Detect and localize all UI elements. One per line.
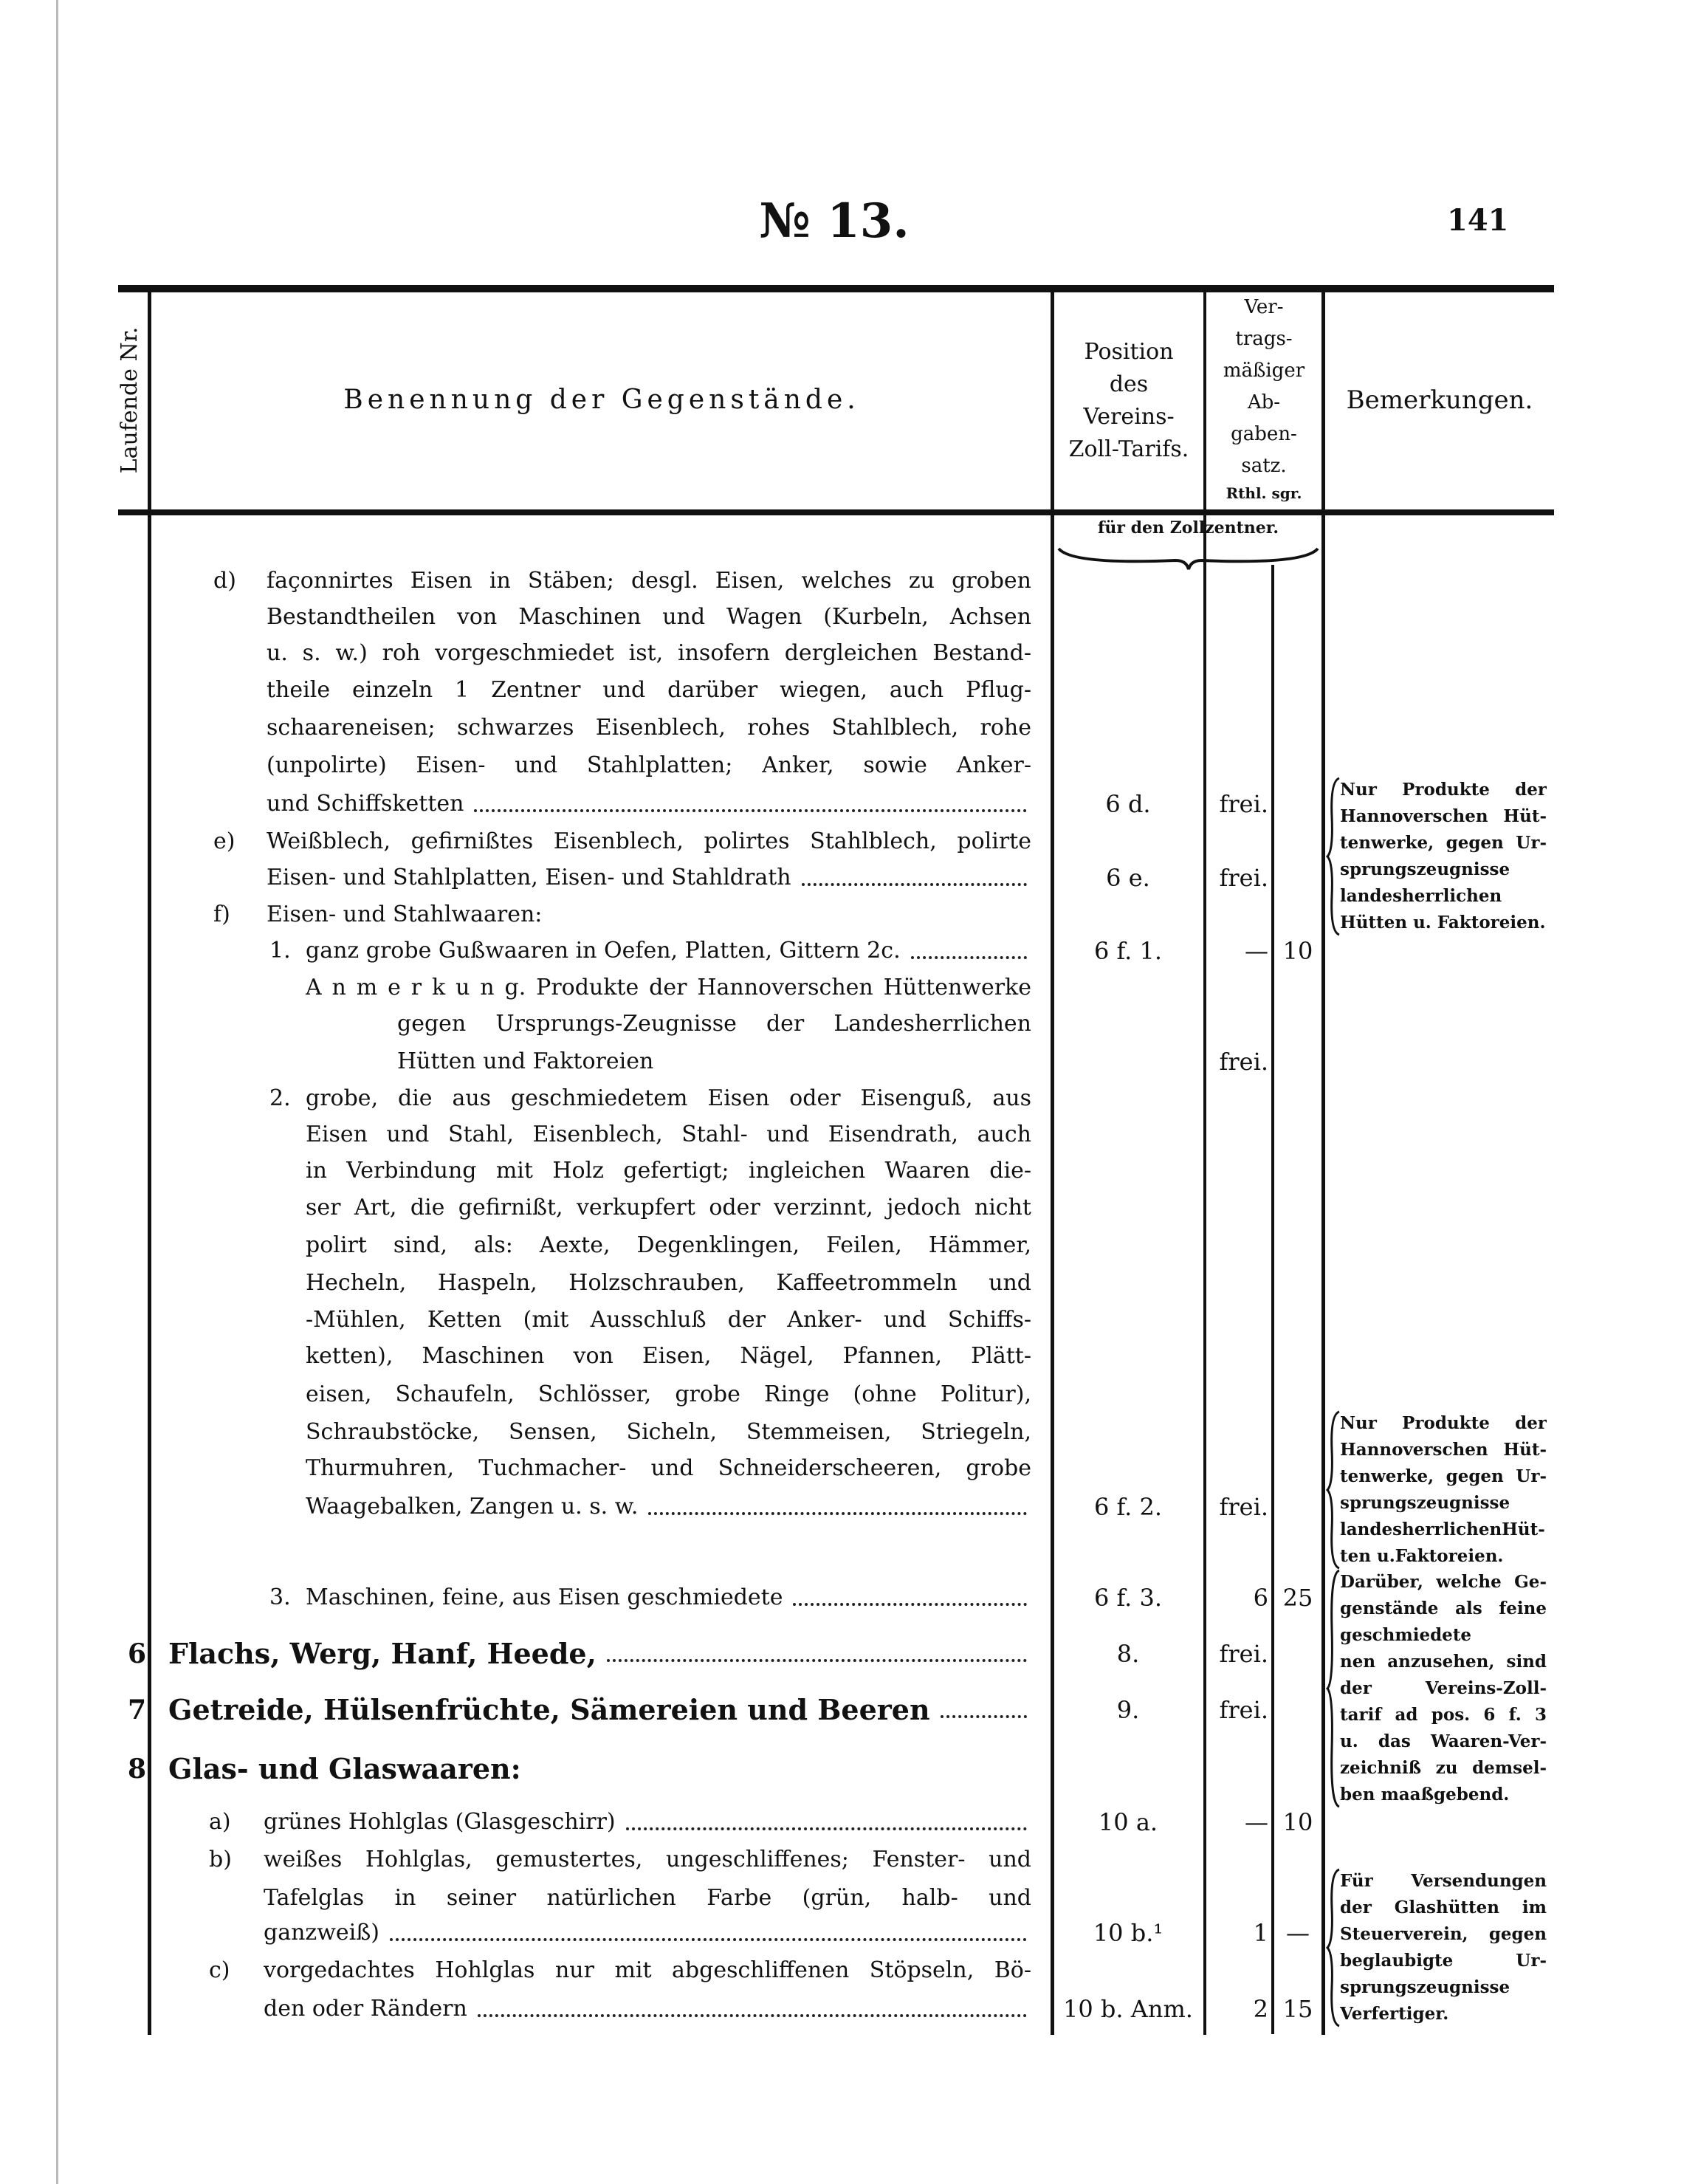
tariff-position: 10 a.: [1098, 1808, 1158, 1836]
tariff-position: 10 b. Anm.: [1063, 1995, 1193, 2023]
remark: [1340, 1868, 1547, 2027]
item-label: a): [209, 1809, 231, 1835]
item-description-line: [267, 635, 1031, 672]
remark-line: sprungszeugnisse: [1340, 1977, 1510, 1997]
item-description-line: [267, 563, 1031, 600]
item-text: gegen Ursprungs-Zeugnisse der Landesherrlichen: [397, 1011, 1031, 1037]
header-position-line: Zoll-Tarifs.: [1068, 436, 1189, 462]
item-text: theile einzeln 1 Zentner und darüber wiegen, auch Pflug-: [267, 677, 1031, 703]
item-text: grobe, die aus geschmiedetem Eisen oder Eisenguß, aus: [306, 1085, 1031, 1111]
remark-line: landesherrlichen: [1340, 886, 1502, 906]
header-rate-line: mäßiger: [1223, 360, 1305, 382]
item-label: b): [209, 1847, 232, 1872]
item-text: ser Art, die gefirnißt, verkupfert oder verzinnt, jedoch nicht: [306, 1195, 1031, 1220]
item-text: -Mühlen, Ketten (mit Ausschluß der Anker- und Schiffs-: [306, 1307, 1031, 1333]
remark: [1340, 777, 1547, 936]
per-unit-brace: [1057, 543, 1319, 572]
item-label: 2.: [269, 1085, 291, 1111]
header-benennung: Benennung der Gegenstände.: [343, 385, 860, 415]
remark-line: Darüber, welche Ge-: [1340, 1572, 1547, 1592]
item-description-line: [267, 823, 1031, 860]
top-rule: [118, 285, 1554, 292]
header-rate-line: trags-: [1235, 328, 1293, 350]
item-text: Bestandtheilen von Maschinen und Wagen (Kurbeln, Achsen: [267, 604, 1031, 630]
laufende-nr: 6: [127, 1638, 146, 1669]
dot-leader: [607, 1644, 1027, 1662]
header-rate-line: Ver-: [1244, 296, 1284, 318]
header-position: [1054, 336, 1203, 466]
remark-line: zeichniß zu demsel-: [1340, 1758, 1547, 1778]
item-text: den oder Rändern: [264, 1996, 467, 2022]
col-line-position: [1051, 292, 1054, 2035]
header-rate-line: Ab-: [1247, 391, 1281, 413]
item-text: weißes Hohlglas, gemustertes, ungeschliffenes; Fenster- und: [264, 1847, 1031, 1872]
remark-line: Verfertiger.: [1340, 2004, 1449, 2024]
item-description-line: [306, 933, 1031, 969]
item-label: e): [213, 828, 236, 854]
header-position-line: des: [1109, 371, 1149, 397]
item-text: eisen, Schaufeln, Schlösser, grobe Ringe (ohne Politur),: [306, 1381, 1031, 1407]
item-description-line: [168, 1635, 1031, 1672]
dot-leader: [941, 1700, 1027, 1718]
brace-icon: [1324, 1569, 1342, 1808]
rate-sgr: 10: [1282, 937, 1313, 965]
rate-rthl: frei.: [1219, 1493, 1268, 1521]
item-description-line: [306, 1579, 1031, 1616]
dot-leader: [474, 794, 1027, 812]
item-text: und Schiffsketten: [267, 791, 464, 817]
item-text: (unpolirte) Eisen- und Stahlplatten; Anker, sowie Anker-: [267, 752, 1031, 778]
rate-rthl: frei.: [1219, 790, 1268, 818]
col-line-sgr: [1271, 565, 1274, 2034]
remark: [1340, 1569, 1547, 1808]
dot-leader: [648, 1497, 1027, 1515]
remark-line: tenwerke, gegen Ur-: [1340, 1466, 1547, 1486]
item-text: Flachs, Werg, Hanf, Heede,: [168, 1637, 597, 1670]
tariff-position: 10 b.¹: [1093, 1919, 1163, 1947]
item-description-line: [267, 599, 1031, 636]
remark-line: Steuerverein, gegen: [1340, 1924, 1547, 1944]
item-description-line: [306, 1080, 1031, 1117]
item-description-line: [267, 896, 542, 933]
item-text: Weißblech, gefirnißtes Eisenblech, polirtes Stahlblech, polirte: [267, 828, 1031, 854]
item-description-line: [306, 1227, 1031, 1264]
item-description-line: [168, 1751, 521, 1788]
remark-line: geschmiedete: [1340, 1625, 1472, 1645]
brace-icon: [1324, 1868, 1342, 2027]
remark-line: Nur Produkte der: [1340, 1413, 1547, 1433]
item-description-line: [306, 1338, 1031, 1375]
rate-sgr: 25: [1282, 1584, 1313, 1612]
item-label: 3.: [269, 1584, 291, 1610]
item-text: grünes Hohlglas (Glasgeschirr): [264, 1809, 616, 1835]
item-text: polirt sind, als: Aexte, Degenklingen, Feilen, Hämmer,: [306, 1232, 1031, 1258]
item-description-line: [306, 1450, 1031, 1487]
item-description-line: [264, 1952, 1031, 1989]
rate-rthl: frei.: [1219, 864, 1268, 892]
remark-line: genstände als feine: [1340, 1598, 1547, 1618]
item-text: Thurmuhren, Tuchmacher- und Schneiderscheeren, grobe: [306, 1455, 1031, 1481]
rate-rthl: frei.: [1219, 1640, 1268, 1668]
item-text: Maschinen, feine, aus Eisen geschmiedete: [306, 1584, 783, 1610]
laufende-nr: 8: [127, 1754, 146, 1785]
tariff-position: 6 e.: [1106, 864, 1150, 892]
item-text: Getreide, Hülsenfrüchte, Sämereien und Beeren: [168, 1693, 930, 1726]
item-description-line: [264, 1804, 1031, 1841]
remark-line: Hannoverschen Hüt-: [1340, 806, 1547, 826]
tariff-position: 6 d.: [1105, 790, 1151, 818]
item-text: Hecheln, Haspeln, Holzschrauben, Kaffeetrommeln und: [306, 1270, 1031, 1296]
rate-rthl: frei.: [1219, 1696, 1268, 1724]
rate-rthl: 1: [1253, 1919, 1268, 1947]
remark-line: ben maaßgebend.: [1340, 1785, 1510, 1804]
remark-line: sprungszeugnisse: [1340, 1493, 1510, 1513]
dot-leader: [390, 1923, 1027, 1941]
item-description-line: [306, 1116, 1031, 1153]
header-rate-line: gaben-: [1231, 423, 1297, 445]
tariff-position: 9.: [1116, 1696, 1140, 1724]
item-text: ganzweiß): [264, 1920, 379, 1946]
remark-line: Hütten u. Faktoreien.: [1340, 913, 1546, 933]
item-text: Glas- und Glaswaaren:: [168, 1752, 521, 1785]
item-description-line: [267, 710, 1031, 746]
remark-line: tenwerke, gegen Ur-: [1340, 833, 1547, 853]
per-unit-label: für den Zollzentner.: [1097, 518, 1279, 538]
header-bottom-rule: [118, 509, 1554, 515]
item-label: f): [213, 902, 230, 927]
rate-rthl: 2: [1253, 1995, 1268, 2023]
item-description-line: [264, 1880, 1031, 1917]
remark-line: landesherrlichenHüt-: [1340, 1519, 1545, 1539]
rate-rthl: 6: [1253, 1584, 1268, 1612]
item-description-line: [306, 1302, 1031, 1339]
item-text: Eisen und Stahl, Eisenblech, Stahl- und Eisendrath, auch: [306, 1122, 1031, 1147]
remark-line: Für Versendungen: [1340, 1871, 1547, 1891]
item-label: c): [209, 1957, 230, 1983]
remark-line: u. das Waaren-Ver-: [1340, 1731, 1547, 1751]
item-text: schaareneisen; schwarzes Eisenblech, rohes Stahlblech, rohe: [267, 715, 1031, 741]
header-rate-line: satz.: [1241, 455, 1287, 477]
item-description-line: [264, 1841, 1031, 1878]
dot-leader: [626, 1813, 1027, 1830]
remark-line: der Vereins-Zoll-: [1340, 1678, 1547, 1698]
rate-sgr: 10: [1282, 1808, 1313, 1836]
item-text: in Verbindung mit Holz gefertigt; ingleichen Waaren die-: [306, 1158, 1031, 1184]
item-text: Eisen- und Stahlwaaren:: [267, 902, 543, 927]
item-description-line: [264, 1915, 1031, 1951]
item-description-line: [306, 1189, 1031, 1226]
dot-leader: [793, 1588, 1027, 1606]
dot-leader: [911, 941, 1027, 959]
item-text: u. s. w.) roh vorgeschmiedet ist, insofern dergleichen Bestand-: [267, 640, 1031, 666]
dot-leader: [802, 868, 1027, 886]
item-label: 1.: [269, 938, 291, 964]
tariff-position: 8.: [1116, 1640, 1140, 1668]
item-text: A n m e r k u n g. Produkte der Hannoverschen Hüttenwerke: [306, 975, 1031, 1000]
item-description-line: [267, 786, 1031, 823]
item-text: ganz grobe Gußwaaren in Oefen, Platten, Gittern 2c.: [306, 938, 901, 964]
header-laufende-nr: Laufende Nr.: [117, 326, 142, 474]
item-description-line: [306, 1414, 1031, 1451]
remark-line: beglaubigte Ur-: [1340, 1951, 1547, 1971]
item-description-line: [306, 1153, 1031, 1189]
rate-sgr: 15: [1282, 1995, 1313, 2023]
remark-line: tarif ad pos. 6 f. 3: [1340, 1705, 1547, 1725]
item-text: Hütten und Faktoreien: [397, 1048, 654, 1074]
item-text: Waagebalken, Zangen u. s. w.: [306, 1494, 639, 1519]
tariff-position: 6 f. 1.: [1093, 937, 1163, 965]
item-description-line: [267, 672, 1031, 709]
remark-line: ten u.Faktoreien.: [1340, 1546, 1504, 1566]
rate-rthl: frei.: [1219, 1048, 1268, 1076]
brace-icon: [1324, 777, 1342, 936]
rate-sgr: —: [1286, 1919, 1310, 1947]
page-number: 141: [1447, 203, 1509, 238]
header-abgabensatz: [1206, 292, 1321, 504]
item-description-line: [306, 969, 1031, 1006]
item-description-line: [264, 1991, 1031, 2027]
header-unit-sgr: sgr.: [1271, 484, 1302, 502]
remark: [1340, 1410, 1547, 1570]
laufende-nr: 7: [127, 1694, 146, 1725]
header-position-line: Position: [1084, 339, 1174, 365]
item-text: ketten), Maschinen von Eisen, Nägel, Pfannen, Plätt-: [306, 1343, 1031, 1369]
item-description-line: [397, 1006, 1031, 1043]
item-text: Tafelglas in seiner natürlichen Farbe (grün, halb- und: [264, 1885, 1031, 1911]
page-edge-line: [56, 0, 58, 2184]
brace-icon: [1324, 1410, 1342, 1570]
item-description-line: [267, 747, 1031, 784]
item-description-line: [267, 859, 1031, 896]
item-description-line: [306, 1265, 1031, 1302]
item-text: Schraubstöcke, Sensen, Sicheln, Stemmeisen, Striegeln,: [306, 1419, 1031, 1445]
item-text: façonnirtes Eisen in Stäben; desgl. Eisen, welches zu groben: [267, 568, 1031, 594]
rate-rthl: —: [1245, 937, 1268, 965]
remark-line: Nur Produkte der: [1340, 780, 1547, 800]
remark-line: Hannoverschen Hüt-: [1340, 1440, 1547, 1460]
tariff-position: 6 f. 3.: [1093, 1584, 1163, 1612]
item-description-line: [397, 1043, 653, 1080]
header-bemerkungen: Bemerkungen.: [1346, 385, 1533, 415]
item-text: Eisen- und Stahlplatten, Eisen- und Stahldrath: [267, 865, 791, 890]
item-text: vorgedachtes Hohlglas nur mit abgeschliffenen Stöpseln, Bö-: [264, 1957, 1031, 1983]
rate-rthl: —: [1245, 1808, 1268, 1836]
remark-line: der Glashütten im: [1340, 1898, 1547, 1917]
tariff-position: 6 f. 2.: [1093, 1493, 1163, 1521]
remark-line: sprungszeugnisse: [1340, 859, 1510, 879]
dot-leader: [478, 1999, 1027, 2017]
remark-line: nen anzusehen, sind: [1340, 1652, 1547, 1672]
item-label: d): [213, 568, 236, 594]
item-description-line: [168, 1692, 1031, 1728]
header-unit-rthl: Rthl.: [1226, 484, 1267, 502]
document-number: № 13.: [759, 193, 910, 249]
item-description-line: [306, 1488, 1031, 1525]
header-position-line: Vereins-: [1083, 404, 1175, 430]
item-description-line: [306, 1376, 1031, 1413]
